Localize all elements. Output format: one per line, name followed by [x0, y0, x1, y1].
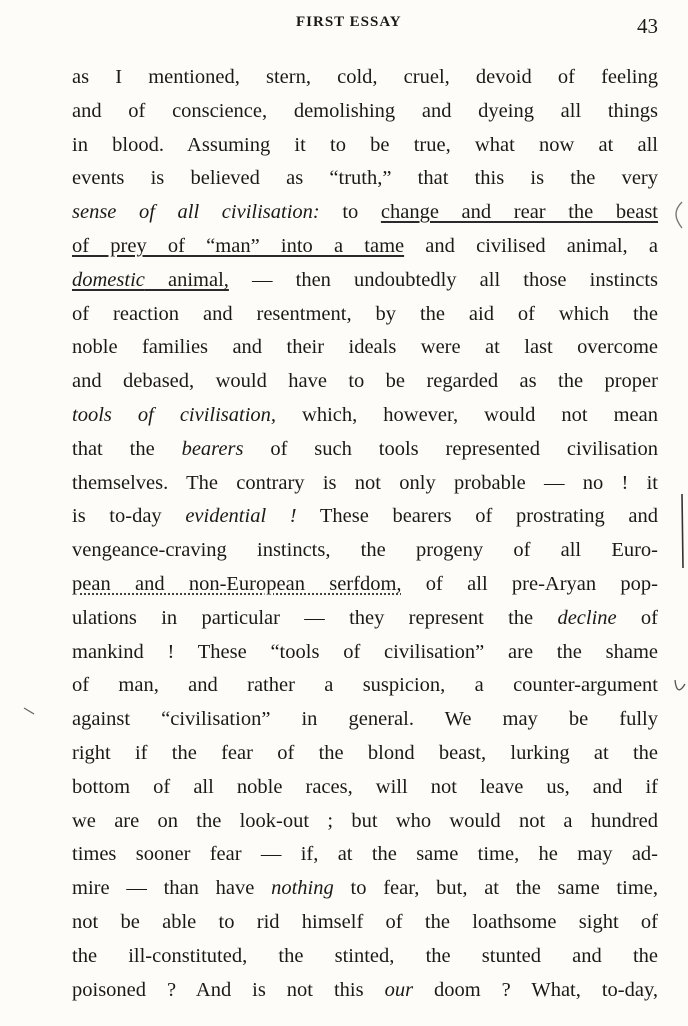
text-run: as I mentioned, stern, cold, cruel, devoid of feeling	[72, 66, 658, 88]
text-line	[72, 433, 658, 467]
text-line	[72, 906, 658, 940]
text-line	[72, 230, 658, 264]
text-run: to fear, but, at the same time,	[333, 877, 658, 900]
text-run: mire — than have	[72, 877, 272, 900]
text-line	[72, 805, 658, 839]
margin-check-mark	[672, 676, 688, 698]
text-run: that the	[72, 437, 182, 460]
text-run: of man, and rather a suspicion, a counter-argument	[72, 674, 658, 697]
text-run: we are on the look-out ; but who would not a hundred	[72, 809, 658, 832]
text-run: — then undoubtedly all those instincts	[228, 268, 658, 291]
italic-phrase: decline	[557, 606, 617, 629]
italic-phrase: tools of civilisation,	[72, 403, 277, 426]
text-run: poisoned ? And is not this	[72, 978, 385, 1001]
text-run: against “civilisation” in general. We may be fully	[72, 708, 658, 731]
text-run: ulations in particular — they represent the	[72, 606, 558, 629]
text-run: times sooner fear — if, at the same time, he may ad-	[72, 843, 658, 866]
text-line	[72, 95, 658, 129]
text-run: not be able to rid himself of the loathsome sight of	[72, 910, 658, 933]
text-run: vengeance-craving instincts, the progeny of all Euro-	[72, 539, 658, 562]
text-run: change and rear the beast	[380, 201, 658, 224]
italic-phrase: nothing	[271, 877, 334, 900]
text-run: doom ? What, to-day,	[413, 978, 658, 1001]
text-run: of reaction and resentment, by the aid of which the	[72, 302, 658, 325]
text-line	[72, 61, 658, 95]
margin-vertical-line	[676, 492, 688, 572]
page-number: 43	[637, 14, 658, 38]
text-run: the ill-constituted, the stinted, the stunted and the	[72, 944, 658, 967]
text-run: to	[319, 201, 381, 224]
text-line	[72, 838, 658, 872]
body-text	[72, 61, 658, 1007]
text-run: and of conscience, demolishing and dyeing all things	[72, 99, 658, 122]
italic-phrase: evidential !	[185, 505, 297, 528]
text-line	[72, 298, 658, 332]
text-line	[72, 399, 658, 433]
text-line	[72, 264, 658, 298]
margin-annotation-mark	[668, 198, 688, 238]
text-line	[72, 974, 658, 1008]
text-line	[72, 940, 658, 974]
text-run: is to-day	[72, 505, 186, 528]
text-line	[72, 534, 658, 568]
text-line	[72, 331, 658, 365]
text-run: themselves. The contrary is not only probable — no ! it	[72, 471, 658, 494]
text-run: of prey of “man” into a tame	[72, 234, 405, 257]
text-run: events is believed as “truth,” that this is the very	[72, 167, 658, 190]
text-run: These bearers of prostrating and	[296, 505, 659, 528]
text-run: mankind ! These “tools of civilisation” are the shame	[72, 640, 658, 663]
text-run: which, however, would not mean	[276, 403, 658, 426]
text-line	[72, 129, 658, 163]
text-run: and debased, would have to be regarded as the proper	[72, 370, 658, 393]
italic-phrase: domestic	[72, 268, 145, 291]
italic-phrase: bearers	[181, 437, 244, 460]
text-line	[72, 365, 658, 399]
running-head: FIRST ESSAY	[296, 14, 402, 30]
text-run: in blood. Assuming it to be true, what now at all	[72, 133, 658, 156]
text-line	[72, 771, 658, 805]
text-line	[72, 568, 658, 602]
text-run: and civilised animal, a	[404, 234, 658, 257]
text-run: animal,	[144, 268, 229, 291]
text-run: right if the fear of the blond beast, lurking at the	[72, 741, 658, 764]
text-line	[72, 162, 658, 196]
italic-phrase: our	[384, 978, 414, 1001]
text-line	[72, 500, 658, 534]
text-line	[72, 636, 658, 670]
text-run: of such tools represented civilisation	[243, 437, 658, 460]
margin-tick-mark	[22, 704, 38, 718]
text-line	[72, 737, 658, 771]
text-run: noble families and their ideals were at last overcome	[72, 336, 658, 359]
italic-phrase: sense of all civilisation:	[72, 201, 320, 224]
text-run: of	[616, 606, 659, 629]
text-line	[72, 467, 658, 501]
text-line	[72, 703, 658, 737]
text-run: of all pre-Aryan pop-	[401, 572, 658, 595]
text-line	[72, 669, 658, 703]
text-run: bottom of all noble races, will not leave us, and if	[72, 775, 658, 798]
text-run: pean and non-European serfdom,	[72, 572, 402, 595]
text-line	[72, 872, 658, 906]
text-line	[72, 196, 658, 230]
text-line	[72, 602, 658, 636]
